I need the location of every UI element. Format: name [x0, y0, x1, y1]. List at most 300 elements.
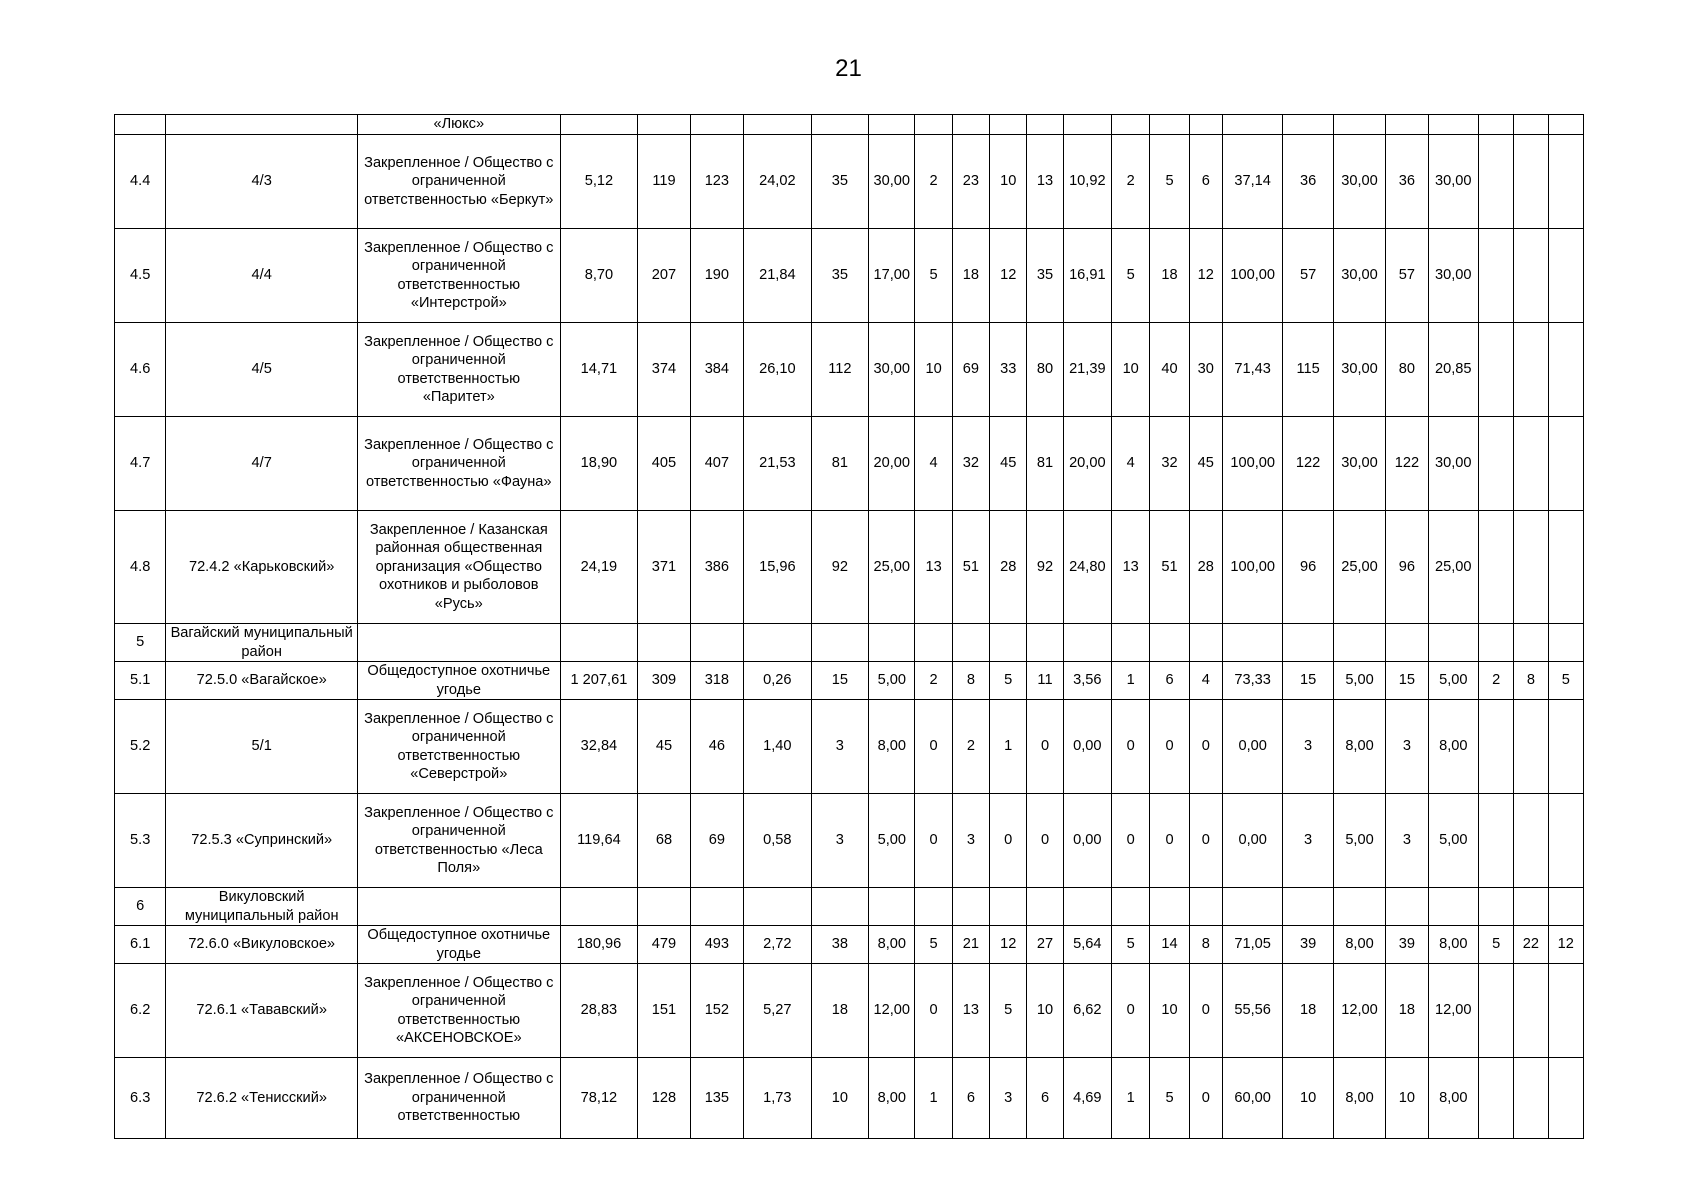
table-cell: 30,00 [869, 323, 915, 417]
table-cell: 5 [990, 964, 1027, 1058]
table-cell [115, 115, 166, 135]
table-cell: 27 [1027, 926, 1063, 964]
table-cell: 45 [638, 700, 690, 794]
table-cell: 35 [811, 229, 868, 323]
table-cell: 10 [915, 323, 952, 417]
table-cell: 68 [638, 794, 690, 888]
table-cell [744, 888, 812, 926]
table-cell: 5 [915, 229, 952, 323]
table-cell: 1,40 [744, 700, 812, 794]
table-cell: 5 [1150, 1058, 1189, 1139]
table-cell: 0 [1112, 700, 1150, 794]
table-cell: 4.6 [115, 323, 166, 417]
table-cell: 21 [952, 926, 989, 964]
table-cell: Закрепленное / Общество с ограниченной ответственностью «АКСЕНОВСКОЕ» [357, 964, 560, 1058]
data-table [114, 114, 1584, 1139]
table-cell [1478, 964, 1513, 1058]
table-cell: 3 [990, 1058, 1027, 1139]
table-cell: 2 [1478, 662, 1513, 700]
table-cell: 0 [1189, 964, 1222, 1058]
table-cell: 10 [1150, 964, 1189, 1058]
table-cell [166, 115, 358, 135]
table-cell: 4/3 [166, 135, 358, 229]
table-cell: 24,19 [560, 511, 638, 624]
table-cell [1514, 115, 1548, 135]
table-cell: 3 [1386, 700, 1428, 794]
table-cell: 92 [1027, 511, 1063, 624]
table-cell: 32,84 [560, 700, 638, 794]
table-cell: 3 [1386, 794, 1428, 888]
table-cell: 18 [1150, 229, 1189, 323]
table-cell: 1 [1112, 662, 1150, 700]
table-cell: 5,00 [869, 662, 915, 700]
table-cell [1478, 323, 1513, 417]
table-cell: 2 [915, 662, 952, 700]
table-cell: 13 [1112, 511, 1150, 624]
table-cell: 35 [1027, 229, 1063, 323]
table-cell: 6 [115, 888, 166, 926]
table-cell: 3,56 [1063, 662, 1111, 700]
table-cell [915, 624, 952, 662]
table-cell: 5/1 [166, 700, 358, 794]
table-cell: 318 [690, 662, 743, 700]
table-cell: 8 [1514, 662, 1548, 700]
table-cell: 16,91 [1063, 229, 1111, 323]
table-cell: 4 [915, 417, 952, 511]
table-cell: 13 [915, 511, 952, 624]
table-cell: 11 [1027, 662, 1063, 700]
table-cell: 8 [952, 662, 989, 700]
table-cell: 5.3 [115, 794, 166, 888]
table-cell: 128 [638, 1058, 690, 1139]
table-row [115, 926, 1584, 964]
page-number: 21 [835, 55, 862, 82]
table-cell [1478, 417, 1513, 511]
table-cell [990, 624, 1027, 662]
table-cell: 18 [952, 229, 989, 323]
table-cell: 5,00 [869, 794, 915, 888]
table-cell: 0 [915, 700, 952, 794]
table-cell [1150, 888, 1189, 926]
table-row [115, 662, 1584, 700]
table-cell: 46 [690, 700, 743, 794]
table-cell: 10 [811, 1058, 868, 1139]
table-cell: 0 [1150, 700, 1189, 794]
table-cell: 1 207,61 [560, 662, 638, 700]
table-cell: 72.6.2 «Тенисский» [166, 1058, 358, 1139]
table-cell: 40 [1150, 323, 1189, 417]
table-cell [1548, 229, 1583, 323]
table-cell [1478, 1058, 1513, 1139]
table-cell [1386, 115, 1428, 135]
table-cell: 0 [1112, 794, 1150, 888]
table-cell: 18 [1386, 964, 1428, 1058]
table-cell: 8 [1189, 926, 1222, 964]
table-cell: 0 [1189, 700, 1222, 794]
table-cell [638, 624, 690, 662]
table-cell: Закрепленное / Общество с ограниченной ответственностью «Интерстрой» [357, 229, 560, 323]
table-cell: 122 [1283, 417, 1333, 511]
table-cell: 100,00 [1222, 511, 1282, 624]
table-cell: 151 [638, 964, 690, 1058]
table-cell: 12,00 [1428, 964, 1478, 1058]
table-cell: 30,00 [1428, 229, 1478, 323]
table-cell: 207 [638, 229, 690, 323]
table-cell: 96 [1283, 511, 1333, 624]
table-cell: 4.4 [115, 135, 166, 229]
table-cell: 12 [990, 926, 1027, 964]
table-cell: 30,00 [1428, 417, 1478, 511]
table-cell: 479 [638, 926, 690, 964]
table-cell: 20,00 [869, 417, 915, 511]
table-cell: 69 [690, 794, 743, 888]
table-cell: 4/7 [166, 417, 358, 511]
table-row [115, 964, 1584, 1058]
table-cell [1428, 888, 1478, 926]
table-cell [915, 888, 952, 926]
table-cell: 309 [638, 662, 690, 700]
table-cell: 37,14 [1222, 135, 1282, 229]
table-cell: 8,00 [1428, 700, 1478, 794]
table-cell: 12 [990, 229, 1027, 323]
table-cell: 72.5.0 «Вагайское» [166, 662, 358, 700]
table-cell: 71,43 [1222, 323, 1282, 417]
table-cell [357, 888, 560, 926]
table-cell: 10 [990, 135, 1027, 229]
table-cell [560, 888, 638, 926]
table-row [115, 115, 1584, 135]
table-cell: 25,00 [1428, 511, 1478, 624]
table-cell: «Люкс» [357, 115, 560, 135]
table-cell: 15 [1283, 662, 1333, 700]
table-cell [1478, 135, 1513, 229]
table-cell [690, 888, 743, 926]
table-cell: 0,00 [1063, 700, 1111, 794]
table-cell [1027, 624, 1063, 662]
table-cell: 25,00 [1333, 511, 1385, 624]
table-cell: 1 [915, 1058, 952, 1139]
table-cell: 3 [1283, 700, 1333, 794]
table-cell: 115 [1283, 323, 1333, 417]
table-cell: 5,00 [1333, 794, 1385, 888]
table-cell: 6.1 [115, 926, 166, 964]
table-cell: 92 [811, 511, 868, 624]
table-cell [1478, 794, 1513, 888]
table-cell [811, 624, 868, 662]
table-cell: 55,56 [1222, 964, 1282, 1058]
table-cell: 69 [952, 323, 989, 417]
table-cell [1514, 511, 1548, 624]
table-cell: 28,83 [560, 964, 638, 1058]
table-cell: 5 [1150, 135, 1189, 229]
table-cell [1514, 135, 1548, 229]
table-cell: 96 [1386, 511, 1428, 624]
table-cell: Закрепленное / Общество с ограниченной ответственностью «Паритет» [357, 323, 560, 417]
table-cell: 119 [638, 135, 690, 229]
table-row [115, 888, 1584, 926]
table-cell: 30,00 [1428, 135, 1478, 229]
table-cell: 14 [1150, 926, 1189, 964]
table-cell [1548, 135, 1583, 229]
table-cell: 30,00 [1333, 229, 1385, 323]
table-cell [1150, 115, 1189, 135]
table-cell: 6 [1150, 662, 1189, 700]
table-cell: 45 [990, 417, 1027, 511]
table-cell: 5 [915, 926, 952, 964]
table-cell: 18,90 [560, 417, 638, 511]
table-cell [869, 624, 915, 662]
table-cell: 14,71 [560, 323, 638, 417]
table-cell: 6 [1027, 1058, 1063, 1139]
table-cell: 3 [811, 700, 868, 794]
table-cell: 78,12 [560, 1058, 638, 1139]
table-cell: 60,00 [1222, 1058, 1282, 1139]
table-cell: 18 [811, 964, 868, 1058]
table-cell [1333, 115, 1385, 135]
table-cell: 39 [1386, 926, 1428, 964]
table-cell: Закрепленное / Общество с ограниченной ответственностью «Северстрой» [357, 700, 560, 794]
table-cell: 4.7 [115, 417, 166, 511]
table-cell: 386 [690, 511, 743, 624]
table-row [115, 1058, 1584, 1139]
table-cell [1514, 1058, 1548, 1139]
table-cell [1283, 624, 1333, 662]
table-cell: 1 [1112, 1058, 1150, 1139]
table-row [115, 417, 1584, 511]
table-cell: 2 [915, 135, 952, 229]
table-cell: 32 [1150, 417, 1189, 511]
table-cell: 10 [1112, 323, 1150, 417]
table-cell [811, 115, 868, 135]
table-cell [915, 115, 952, 135]
table-cell: 57 [1386, 229, 1428, 323]
table-cell: 72.4.2 «Карьковский» [166, 511, 358, 624]
table-cell [1548, 700, 1583, 794]
table-cell: 5,64 [1063, 926, 1111, 964]
table-cell: 8,00 [869, 926, 915, 964]
table-cell [1189, 888, 1222, 926]
table-cell: 0 [1112, 964, 1150, 1058]
table-cell [1548, 115, 1583, 135]
table-cell [1514, 700, 1548, 794]
table-cell: 21,84 [744, 229, 812, 323]
table-cell: 2,72 [744, 926, 812, 964]
table-cell: 71,05 [1222, 926, 1282, 964]
table-cell: 374 [638, 323, 690, 417]
table-cell: 6 [952, 1058, 989, 1139]
table-cell: 5 [115, 624, 166, 662]
table-cell: 0 [1189, 1058, 1222, 1139]
table-cell: 12 [1548, 926, 1583, 964]
table-row [115, 700, 1584, 794]
table-cell [869, 115, 915, 135]
table-cell: 39 [1283, 926, 1333, 964]
table-cell [1514, 229, 1548, 323]
table-cell [744, 624, 812, 662]
table-cell: 3 [952, 794, 989, 888]
table-cell [952, 624, 989, 662]
table-cell: 30 [1189, 323, 1222, 417]
table-cell: 15,96 [744, 511, 812, 624]
table-cell [1548, 511, 1583, 624]
table-cell: 5,00 [1428, 794, 1478, 888]
table-cell [1548, 323, 1583, 417]
table-cell: 0,00 [1222, 700, 1282, 794]
table-cell: 4/4 [166, 229, 358, 323]
table-cell: 28 [990, 511, 1027, 624]
table-cell: 21,53 [744, 417, 812, 511]
table-cell: 5 [1548, 662, 1583, 700]
table-cell: 36 [1386, 135, 1428, 229]
table-cell: 135 [690, 1058, 743, 1139]
table-cell: 0 [1189, 794, 1222, 888]
table-cell [744, 115, 812, 135]
table-cell [1548, 417, 1583, 511]
table-cell: 5,27 [744, 964, 812, 1058]
table-cell: 5 [1478, 926, 1513, 964]
table-cell [1478, 511, 1513, 624]
table-cell [1514, 323, 1548, 417]
table-cell [1548, 888, 1583, 926]
table-cell [690, 115, 743, 135]
table-row [115, 135, 1584, 229]
table-cell: 100,00 [1222, 417, 1282, 511]
table-cell [1189, 115, 1222, 135]
table-cell: 0 [990, 794, 1027, 888]
table-cell [1514, 417, 1548, 511]
table-cell [1283, 115, 1333, 135]
table-cell: 6 [1189, 135, 1222, 229]
table-cell: 20,00 [1063, 417, 1111, 511]
table-cell: 4.8 [115, 511, 166, 624]
table-cell: 33 [990, 323, 1027, 417]
table-cell: 15 [1386, 662, 1428, 700]
table-cell: 30,00 [1333, 323, 1385, 417]
table-cell: 0 [915, 794, 952, 888]
table-cell: 4 [1112, 417, 1150, 511]
table-cell: 3 [1283, 794, 1333, 888]
table-cell [357, 624, 560, 662]
table-cell: 17,00 [869, 229, 915, 323]
table-cell [638, 115, 690, 135]
table-cell: 0 [1027, 700, 1063, 794]
table-cell [560, 624, 638, 662]
table-cell [869, 888, 915, 926]
table-cell: 180,96 [560, 926, 638, 964]
table-cell: 384 [690, 323, 743, 417]
table-cell: 12 [1189, 229, 1222, 323]
table-cell [1548, 1058, 1583, 1139]
table-cell: 73,33 [1222, 662, 1282, 700]
table-cell: 119,64 [560, 794, 638, 888]
table-cell: 8,00 [1333, 700, 1385, 794]
table-cell: 80 [1386, 323, 1428, 417]
table-row [115, 624, 1584, 662]
table-cell: 20,85 [1428, 323, 1478, 417]
table-cell: 5,00 [1333, 662, 1385, 700]
table-cell: 1 [990, 700, 1027, 794]
table-cell: 0,00 [1222, 794, 1282, 888]
table-cell [1112, 624, 1150, 662]
table-cell [1112, 888, 1150, 926]
table-cell: 2 [952, 700, 989, 794]
table-cell: 72.6.0 «Викуловское» [166, 926, 358, 964]
table-cell: 6,62 [1063, 964, 1111, 1058]
table-cell [1514, 964, 1548, 1058]
table-cell: Закрепленное / Общество с ограниченной ответственностью «Леса Поля» [357, 794, 560, 888]
table-cell: 22 [1514, 926, 1548, 964]
table-cell: 8,00 [869, 700, 915, 794]
table-cell: 0,26 [744, 662, 812, 700]
table-cell [1478, 700, 1513, 794]
table-cell: 30,00 [1333, 417, 1385, 511]
table-cell: 35 [811, 135, 868, 229]
table-cell: 18 [1283, 964, 1333, 1058]
table-cell: 493 [690, 926, 743, 964]
table-cell [990, 115, 1027, 135]
table-cell [952, 888, 989, 926]
table-cell: 30,00 [1333, 135, 1385, 229]
table-row [115, 794, 1584, 888]
table-cell: 0 [1027, 794, 1063, 888]
table-cell: 23 [952, 135, 989, 229]
table-cell [560, 115, 638, 135]
table-cell [1478, 888, 1513, 926]
table-cell: Общедоступное охотничье угодье [357, 662, 560, 700]
table-cell: 5,00 [1428, 662, 1478, 700]
table-cell: 8,00 [1428, 1058, 1478, 1139]
table-cell: 24,02 [744, 135, 812, 229]
table-cell: Общедоступное охотничье угодье [357, 926, 560, 964]
table-cell: 80 [1027, 323, 1063, 417]
table-cell: 8,70 [560, 229, 638, 323]
table-cell [1386, 624, 1428, 662]
table-cell [1478, 624, 1513, 662]
table-cell [1027, 888, 1063, 926]
table-cell: 28 [1189, 511, 1222, 624]
table-cell: 8,00 [869, 1058, 915, 1139]
table-cell: Закрепленное / Общество с ограниченной ответственностью [357, 1058, 560, 1139]
table-cell: 10 [1283, 1058, 1333, 1139]
table-cell: 10,92 [1063, 135, 1111, 229]
table-cell: 4 [1189, 662, 1222, 700]
table-cell: Закрепленное / Общество с ограниченной ответственностью «Беркут» [357, 135, 560, 229]
table-cell [1283, 888, 1333, 926]
table-cell: 8,00 [1333, 1058, 1385, 1139]
table-cell: 5.1 [115, 662, 166, 700]
table-cell: 4.5 [115, 229, 166, 323]
table-cell: 26,10 [744, 323, 812, 417]
table-cell: 2 [1112, 135, 1150, 229]
table-row [115, 229, 1584, 323]
table-cell: 13 [1027, 135, 1063, 229]
table-cell: 0,58 [744, 794, 812, 888]
table-cell: 72.6.1 «Тававский» [166, 964, 358, 1058]
table-cell: 24,80 [1063, 511, 1111, 624]
table-cell: 152 [690, 964, 743, 1058]
table-cell: 5 [1112, 926, 1150, 964]
table-cell: 12,00 [869, 964, 915, 1058]
table-cell: 81 [1027, 417, 1063, 511]
table-cell: 51 [1150, 511, 1189, 624]
table-cell: 51 [952, 511, 989, 624]
table-cell [1189, 624, 1222, 662]
table-cell [1514, 794, 1548, 888]
table-cell: 38 [811, 926, 868, 964]
table-cell: 13 [952, 964, 989, 1058]
table-cell [1063, 624, 1111, 662]
table-cell [1333, 888, 1385, 926]
